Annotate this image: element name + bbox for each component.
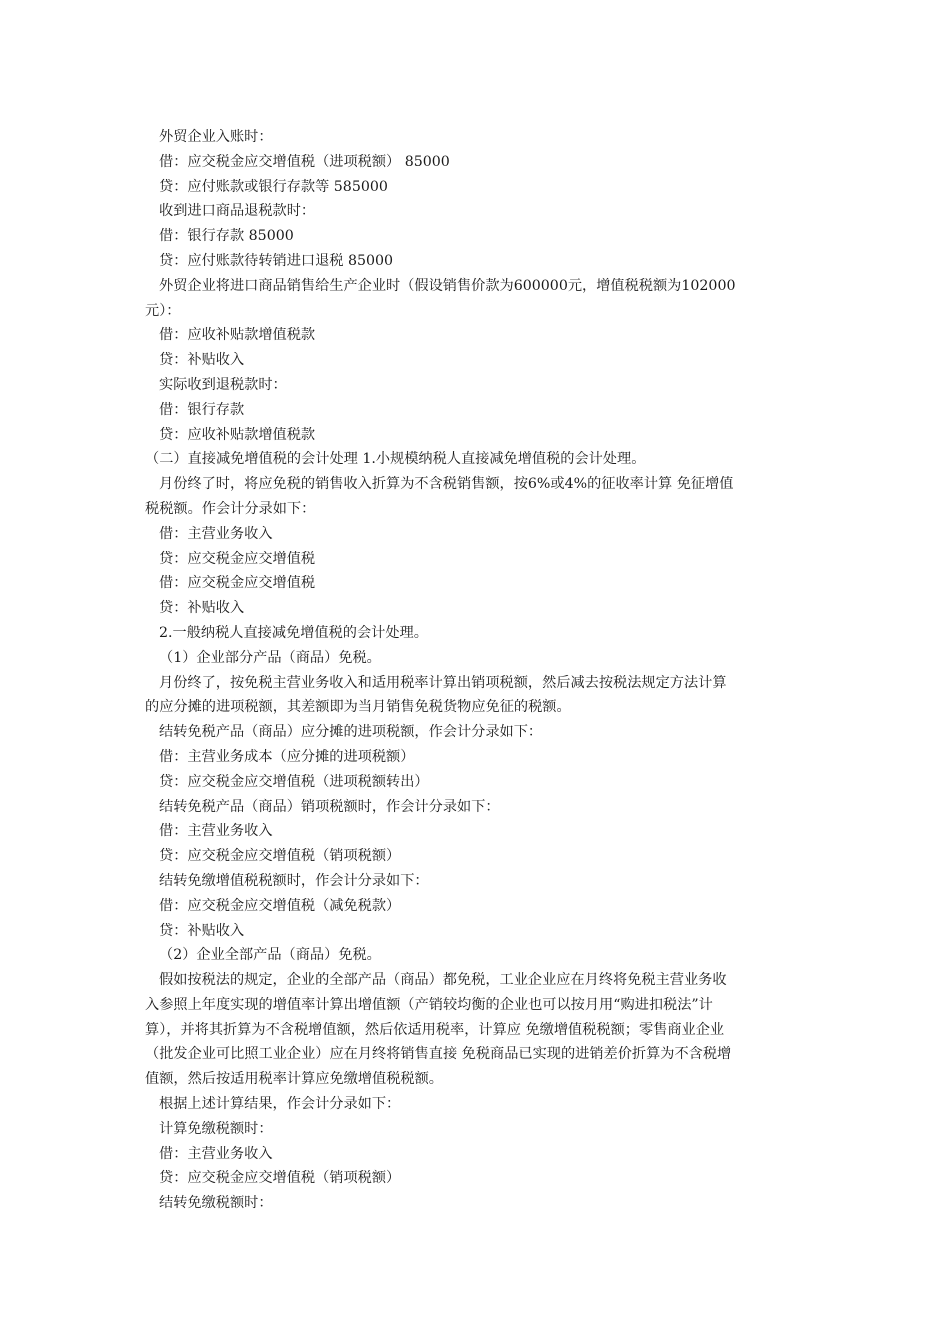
text-line: 收到进口商品退税款时： [159,203,316,220]
text-line: 贷：应交税金应交增值税（进项税额转出） [159,773,429,790]
text-line: 计算免缴税额时： [159,1120,273,1137]
text-line: 结转免缴税额时： [159,1195,273,1212]
text-line: 根据上述计算结果，作会计分录如下： [159,1096,401,1113]
text-line: 贷：应交税金应交增值税 [159,550,316,567]
text-line: （1）企业部分产品（商品）免税。 [159,649,381,666]
text-line: 元）： [145,302,181,319]
text-line: （批发企业可比照工业企业）应在月终将销售直接 免税商品已实现的进销差价折算为不含税增 [145,1046,732,1063]
text-line: 贷：应收补贴款增值税款 [159,426,316,443]
text-line: 贷：应交税金应交增值税（销项税额） [159,848,401,865]
text-line: 借：主营业务成本（应分摊的进项税额） [159,748,415,765]
text-line: 贷：补贴收入 [159,352,245,369]
text-line: 结转免税产品（商品）销项税额时，作会计分录如下： [159,798,500,815]
text-line: 实际收到退税款时： [159,376,287,393]
text-line: 借：银行存款 [159,401,245,418]
text-line: 结转免缴增值税税额时，作会计分录如下： [159,872,429,889]
text-line: （二）直接减免增值税的会计处理 1.小规模纳税人直接减免增值税的会计处理。 [145,451,646,468]
document-body [145,125,815,1216]
text-line: 借：应收补贴款增值税款 [159,327,316,344]
text-line: 2.一般纳税人直接减免增值税的会计处理。 [159,624,428,641]
text-line: 借：应交税金应交增值税（进项税额） 85000 [159,153,450,170]
text-line: 税税额。作会计分录如下： [145,500,316,517]
text-line: 借：银行存款 85000 [159,228,294,245]
text-line: 入参照上年度实现的增值率计算出增值额（产销较均衡的企业也可以按月用“购进扣税法”计 [145,996,713,1013]
text-line: 外贸企业入账时： [159,129,273,145]
text-line: 算），并将其折算为不含税增值额，然后依适用税率，计算应 免缴增值税税额；零售商业企业 [145,1021,725,1038]
text-line: 贷：应付账款或银行存款等 585000 [159,178,388,195]
text-line: 的应分摊的进项税额，其差额即为当月销售免税货物应免征的税额。 [145,699,571,716]
text-line: 结转免税产品（商品）应分摊的进项税额，作会计分录如下： [159,724,543,741]
text-line: 月份终了，按免税主营业务收入和适用税率计算出销项税额，然后减去按税法规定方法计算 [159,674,727,691]
text-line: 借：主营业务收入 [159,1145,273,1162]
text-line: 外贸企业将进口商品销售给生产企业时（假设销售价款为600000元，增值税税额为102000 [159,277,736,294]
text-line: 借：应交税金应交增值税 [159,575,316,592]
text-line: 贷：补贴收入 [159,922,245,939]
text-line: 月份终了时，将应免税的销售收入折算为不含税销售额，按6%或4%的征收率计算 免征增值 [159,476,734,493]
text-line: 借：应交税金应交增值税（减免税款） [159,897,401,914]
text-line: 值额，然后按适用税率计算应免缴增值税税额。 [145,1071,443,1088]
text-line: 贷：应付账款待转销进口退税 85000 [159,252,394,269]
text-line: （2）企业全部产品（商品）免税。 [159,947,381,964]
text-line: 假如按税法的规定，企业的全部产品（商品）都免税，工业企业应在月终将免税主营业务收 [159,972,727,989]
text-line: 借：主营业务收入 [159,823,273,840]
text-line: 借：主营业务收入 [159,525,273,542]
text-line: 贷：补贴收入 [159,600,245,617]
text-line: 贷：应交税金应交增值税（销项税额） [159,1170,401,1187]
